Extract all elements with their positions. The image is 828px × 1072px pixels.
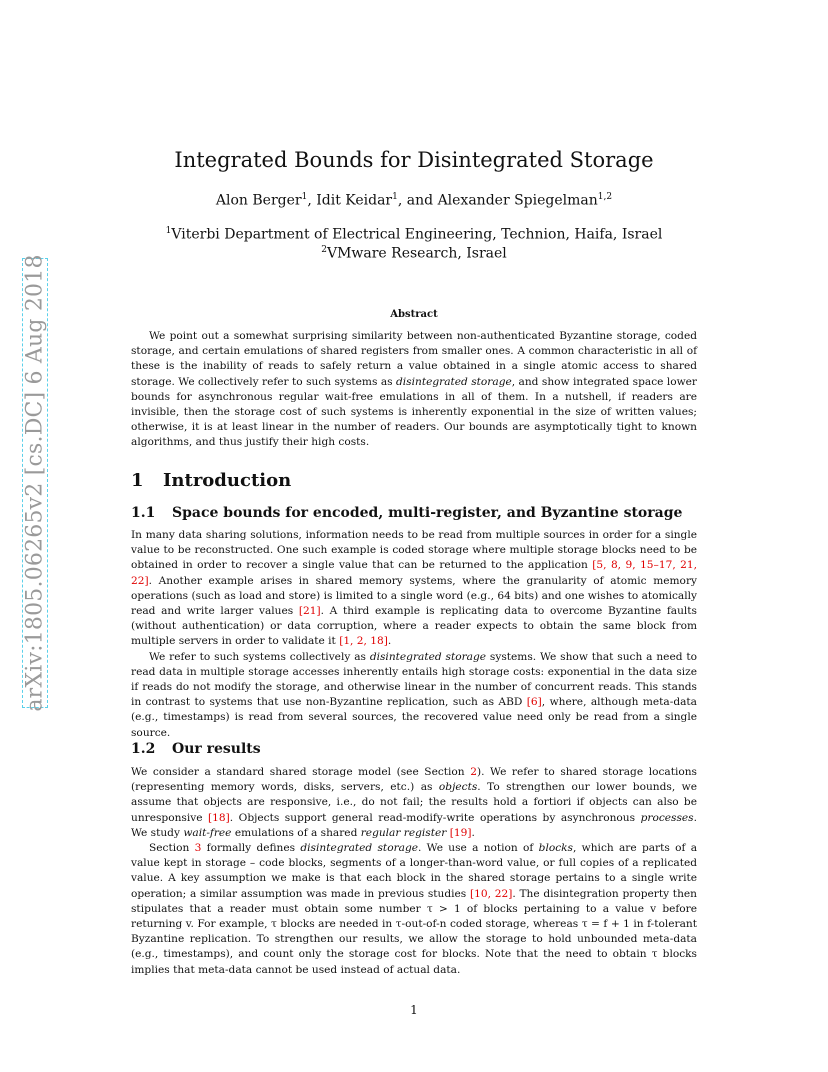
author-separator: , [307,192,317,209]
section-heading [131,470,291,491]
affiliation-mark: 1 [165,226,172,236]
section-1-1-body [131,528,697,741]
arxiv-stamp-text: arXiv:1805.06265v2 [cs.DC] 6 Aug 2018 [22,254,48,712]
section-number: 1 [131,470,144,491]
page-number: 1 [410,1003,418,1017]
author-name: Idit Keidar [316,192,393,209]
subsection-title: Our results [172,741,261,757]
abstract-heading: Abstract [390,309,438,320]
section-title: Introduction [163,470,292,491]
author-affil-mark: 1 [301,192,308,202]
emphasis: wait-free [183,826,232,839]
section-ref-link[interactable]: 2 [470,766,477,778]
paragraph: We refer to such systems collectively as disintegrated storage systems. We show that such a need to read data in multiple storage accesses inherently entails high storage costs: exponential in the data size if reads do not modify the storage, and otherwise linear in the number of concurrent reads. This stands in contrast to systems that use non-Byzantine replication, such as ABD [6], where, although meta-data (e.g., timestamps) is read from several sources, the recovered value need only be read from a single source. [131,650,698,739]
subsection-title: Space bounds for encoded, multi-register, and Byzantine storage [172,505,683,521]
author-separator: , and [397,192,438,209]
emphasis: processes [640,811,694,824]
arxiv-stamp[interactable] [22,254,48,712]
emphasis: blocks [538,842,573,855]
citation-link[interactable]: [19] [449,826,472,839]
emphasis: disintegrated storage [300,842,419,855]
citation-link[interactable]: [21] [298,605,321,618]
citation-link[interactable]: [18] [208,811,230,824]
emphasis: disintegrated storage [396,375,512,388]
emphasis: objects [438,781,478,794]
subsection-number: 1.1 [131,505,156,521]
citation-link[interactable]: [1, 2, 18] [339,635,388,648]
subsection-number: 1.2 [131,741,156,757]
citation-link[interactable]: [10, 22] [469,887,513,900]
affiliation-text: Viterbi Department of Electrical Engineering, Technion, Haifa, Israel [171,226,663,243]
section-1-2-body [131,765,697,978]
author-list [0,192,828,209]
citation-link[interactable]: [6] [526,696,542,709]
subsection-heading [131,505,682,521]
affiliation-text: VMware Research, Israel [326,245,507,262]
paragraph: In many data sharing solutions, information needs to be read from multiple sources in order for a single value to be reconstructed. One such example is coded storage where multiple storage blocks need to be obtained in order to recover a single value that can be returned to the application [5, 8, 9, 15–17, 21, 22]. Another example arises in shared memory systems, where the granularity of atomic memory operations (such as load and store) is limited to a single word (e.g., 64 bits) and one wishes to atomically read and write larger values [21]. A third example is replicating data to overcome Byzantine faults (without authentication) or data corruption, where a reader expects to obtain the same block from multiple servers in order to validate it [1, 2, 18]. [131,529,697,648]
paragraph: Section 3 formally defines disintegrated storage. We use a notion of blocks, which are parts of a value kept in storage – code blocks, segments of a longer-than-word value, or full copies of a replicated value. A key assumption we make is that each block in the shared storage pertains to a single write operation; a similar assumption was made in previous studies [10, 22]. The disintegration property then stipulates that a reader must obtain some number τ > 1 of blocks pertaining to a value v before returning v. For example, τ blocks are needed in τ-out-of-n coded storage, whereas τ = f + 1 in f-tolerant Byzantine replication. To strengthen our results, we allow the storage to hold unbounded meta-data (e.g., timestamps), and count only the storage cost for blocks. Note that the need to obtain τ blocks implies that meta-data cannot be used instead of actual data. [131,842,698,976]
author-affil-mark: 1,2 [597,192,613,202]
author-name: Alexander Spiegelman [437,192,598,209]
affiliation [0,245,828,262]
affiliation-mark: 2 [321,245,327,255]
citation-link[interactable]: [5, 8, 9, 15–17, 21, 22] [131,559,697,587]
subsection-heading [131,741,261,757]
section-ref-link[interactable]: 3 [194,842,202,855]
author-name: Alon Berger [215,192,302,209]
paragraph: We consider a standard shared storage model (see Section 2). We refer to shared storage locations (representing memory words, disks, servers, etc.) as objects. To strengthen our lower bounds, we assume that objects are responsive, i.e., do not fail; the results hold a fortiori if objects can also be unresponsive [18]. Objects support general read-modify-write operations by asynchronous processes. We study wait-free emulations of a shared regular register [19]. [131,766,697,839]
emphasis: disintegrated storage [369,650,487,663]
paper-title: Integrated Bounds for Disintegrated Storage [174,148,654,172]
author-affil-mark: 1 [392,192,398,202]
abstract-body: We point out a somewhat surprising similarity between non-authenticated Byzantine storage, coded storage, and certain emulations of shared registers from smaller ones. A common characteristic in all of these is the inability of reads to safely return a value obtained in a single atomic access to shared storage. We collectively refer to such systems as disintegrated storage, and show integrated space lower bounds for asynchronous regular wait-free emulations in all of them. In a nutshell, if readers are invisible, then the storage cost of such systems is inherently exponential in the size of written values; otherwise, it is at least linear in the number of readers. Our bounds are asymptotically tight to known algorithms, and thus justify their high costs. [131,330,697,449]
emphasis: regular register [360,826,447,839]
affiliation [0,226,828,243]
